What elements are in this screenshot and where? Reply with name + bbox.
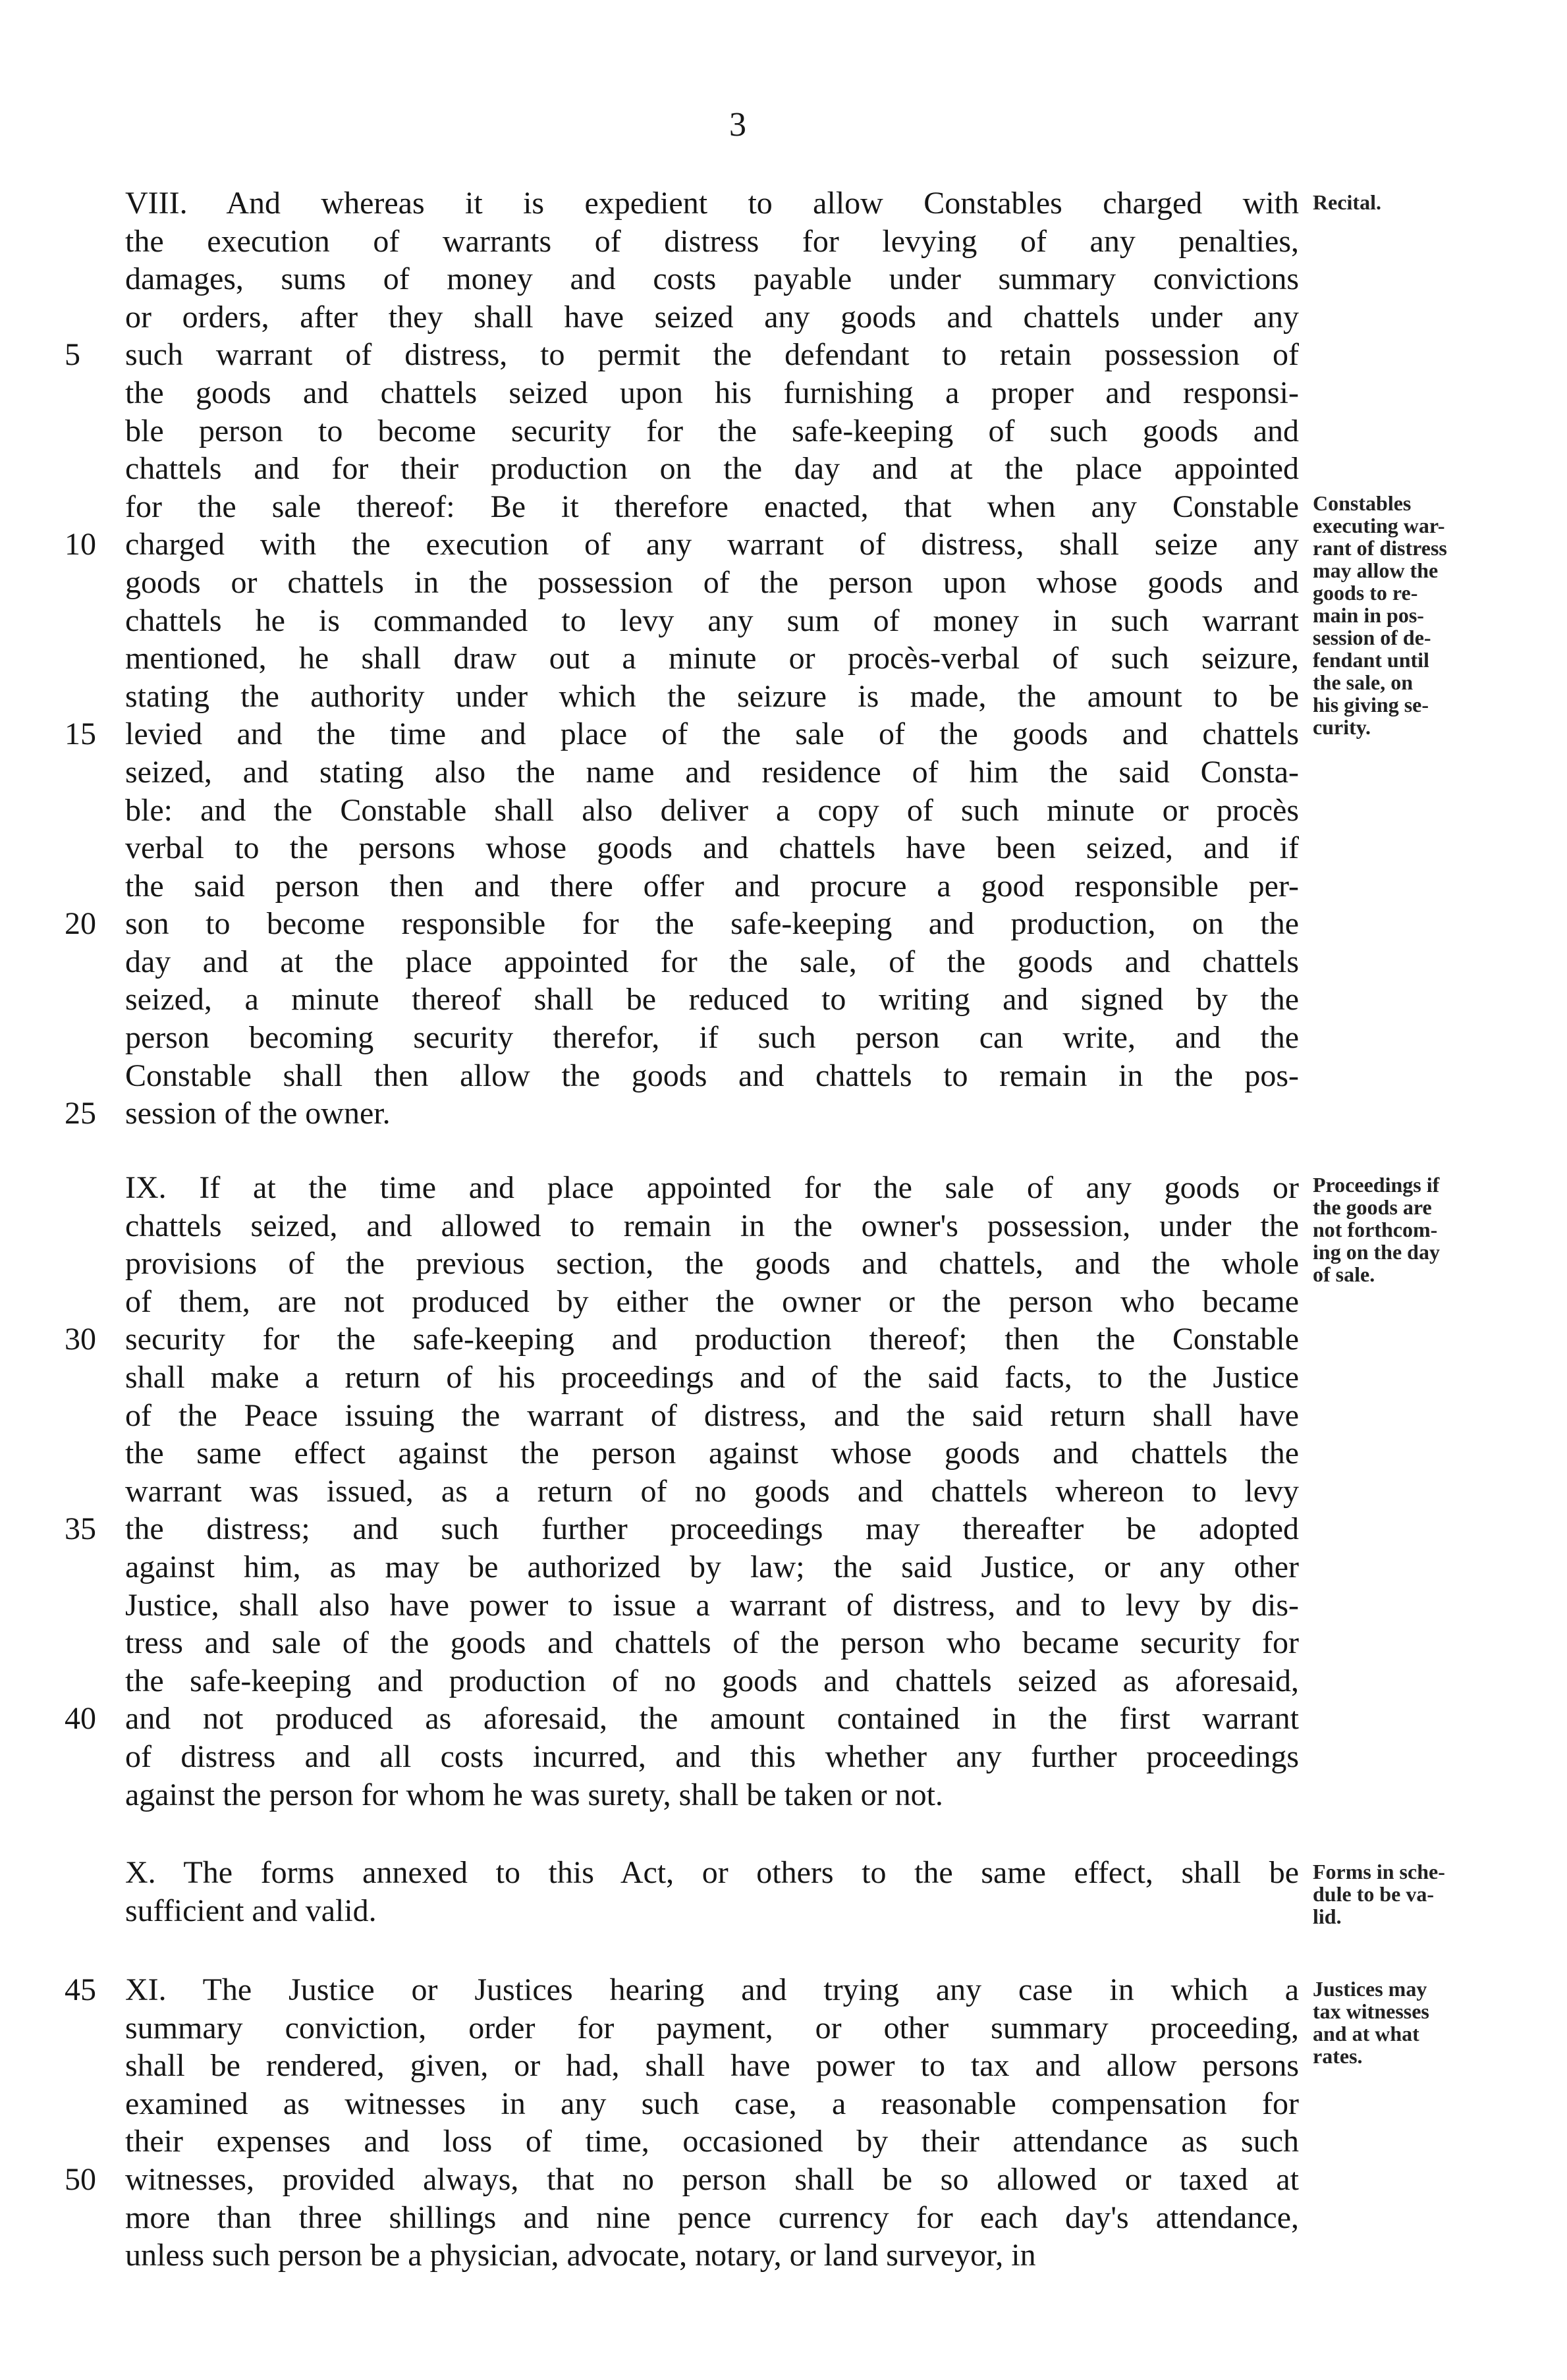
line-text: witnesses, provided always, that no person shall be so allowed or taxed at xyxy=(125,2161,1299,2197)
line-text: security for the safe-keeping and production thereof; then the Constable xyxy=(125,1322,1299,1357)
margin-note-line: Recital. xyxy=(1313,190,1381,214)
line-text: IX. If at the time and place appointed for the sale of any goods or xyxy=(125,1170,1299,1205)
text-line xyxy=(125,639,1299,678)
margin-note-line: may allow the xyxy=(1313,558,1439,582)
text-line xyxy=(125,488,1299,526)
line-text: tress and sale of the goods and chattels of the person who became security for xyxy=(125,1625,1299,1661)
line-text: shall make a return of his proceedings and of the said facts, to the Justice xyxy=(125,1359,1299,1395)
line-text: verbal to the persons whose goods and chattels have been seized, and if xyxy=(125,830,1299,866)
line-text: the said person then and there offer and procure a good responsible per- xyxy=(125,868,1299,904)
text-line xyxy=(125,2199,1299,2237)
text-line xyxy=(125,1738,1299,1776)
text-line xyxy=(65,905,1299,943)
text-line xyxy=(65,526,1299,564)
line-text: VIII. And whereas it is expedient to allow Constables charged with xyxy=(125,186,1299,221)
text-line xyxy=(125,1397,1299,1435)
margin-note-line: of sale. xyxy=(1313,1262,1375,1286)
margin-note-line: not forthcom- xyxy=(1313,1218,1438,1241)
text-line xyxy=(125,792,1299,830)
line-text: charged with the execution of any warrant of distress, shall seize any xyxy=(125,527,1299,562)
line-number: 35 xyxy=(65,1511,96,1547)
text-line xyxy=(125,1854,1299,1892)
margin-note-line: Forms in sche- xyxy=(1313,1860,1445,1883)
page-number: 3 xyxy=(729,106,746,144)
text-line xyxy=(125,2009,1299,2047)
line-text: the execution of warrants of distress for levying of any penalties, xyxy=(125,223,1299,259)
text-line xyxy=(125,1019,1299,1057)
text-line xyxy=(125,1057,1299,1095)
text-line xyxy=(125,1624,1299,1662)
line-text: sufficient and valid. xyxy=(125,1893,377,1928)
line-number: 50 xyxy=(65,2161,96,2197)
text-line xyxy=(125,1473,1299,1511)
line-number: 45 xyxy=(65,1972,96,2007)
margin-note-line: his giving se- xyxy=(1313,693,1429,717)
line-text: provisions of the previous section, the goods and chattels, and the whole xyxy=(125,1246,1299,1282)
line-text: session of the owner. xyxy=(125,1096,391,1131)
line-text: or orders, after they shall have seized any goods and chattels under any xyxy=(125,299,1299,335)
margin-note-line: ing on the day xyxy=(1313,1240,1440,1264)
line-text: the goods and chattels seized upon his furnishing a proper and responsi- xyxy=(125,375,1299,410)
line-number: 20 xyxy=(65,906,96,942)
line-text: of them, are not produced by either the owner or the person who became xyxy=(125,1284,1299,1319)
line-text: unless such person be a physician, advocate, notary, or land surveyor, in xyxy=(125,2238,1036,2273)
line-text: Justice, shall also have power to issue a warrant of distress, and to levy by dis- xyxy=(125,1587,1299,1623)
text-line xyxy=(65,336,1299,374)
text-line xyxy=(125,223,1299,261)
line-text: chattels seized, and allowed to remain in the owner's possession, under the xyxy=(125,1208,1299,1243)
text-line xyxy=(125,1169,1299,1207)
text-line xyxy=(125,1434,1299,1473)
margin-note-line: rates. xyxy=(1313,2044,1363,2068)
line-text: X. The forms annexed to this Act, or others to the same effect, shall be xyxy=(125,1855,1299,1890)
margin-note-line: lid. xyxy=(1313,1905,1342,1928)
text-line xyxy=(125,2085,1299,2123)
line-text: summary conviction, order for payment, or other summary proceeding, xyxy=(125,2010,1299,2045)
line-text: against the person for whom he was surety, shall be taken or not. xyxy=(125,1777,943,1812)
line-text: day and at the place appointed for the sale, of the goods and chattels xyxy=(125,944,1299,979)
text-line xyxy=(125,867,1299,906)
margin-note-forms xyxy=(1313,1860,1510,1928)
text-line xyxy=(65,1095,1299,1133)
line-text: levied and the time and place of the sale of the goods and chattels xyxy=(125,717,1299,752)
text-line xyxy=(125,1776,1299,1814)
text-line xyxy=(125,1245,1299,1283)
text-line xyxy=(65,1971,1299,2009)
line-text: of distress and all costs incurred, and this whether any further proceedings xyxy=(125,1739,1299,1774)
text-line xyxy=(125,1207,1299,1245)
section-viii xyxy=(65,184,1299,1133)
line-text: mentioned, he shall draw out a minute or procès-verbal of such seizure, xyxy=(125,641,1299,676)
margin-note-line: Constables xyxy=(1313,491,1412,515)
text-line xyxy=(125,2047,1299,2085)
line-text: warrant was issued, as a return of no goods and chattels whereon to levy xyxy=(125,1473,1299,1509)
line-text: and not produced as aforesaid, the amount contained in the first warrant xyxy=(125,1701,1299,1737)
section-xi xyxy=(65,1971,1299,2275)
text-line xyxy=(125,678,1299,716)
margin-note-line: fendant until xyxy=(1313,648,1429,672)
line-text: ble person to become security for the safe-keeping of such goods and xyxy=(125,413,1299,448)
text-line xyxy=(125,1662,1299,1700)
margin-note-proceedings xyxy=(1313,1174,1510,1285)
line-text: stating the authority under which the seizure is made, the amount to be xyxy=(125,678,1299,714)
text-line xyxy=(125,753,1299,792)
text-line xyxy=(125,1586,1299,1625)
text-line xyxy=(125,1892,1299,1930)
margin-note-line: Proceedings if xyxy=(1313,1173,1440,1197)
line-text: seized, and stating also the name and residence of him the said Consta- xyxy=(125,754,1299,790)
line-text: ble: and the Constable shall also deliver a copy of such minute or procès xyxy=(125,792,1299,828)
line-text: shall be rendered, given, or had, shall have power to tax and allow persons xyxy=(125,2048,1299,2084)
line-text: for the sale thereof: Be it therefore enacted, that when any Constable xyxy=(125,489,1299,524)
line-text: XI. The Justice or Justices hearing and trying any case in which a xyxy=(125,1972,1299,2007)
line-text: such warrant of distress, to permit the defendant to retain possession of xyxy=(125,337,1299,373)
text-line xyxy=(125,564,1299,602)
line-number: 5 xyxy=(65,337,80,373)
line-number: 40 xyxy=(65,1701,96,1737)
margin-note-line: curity. xyxy=(1313,715,1371,739)
line-text: chattels he is commanded to levy any sum of money in such warrant xyxy=(125,603,1299,638)
margin-note-justices xyxy=(1313,1978,1510,2067)
text-line xyxy=(65,2161,1299,2199)
line-number: 10 xyxy=(65,527,96,562)
margin-note-line: the sale, on xyxy=(1313,670,1413,694)
margin-note-line: session of de- xyxy=(1313,626,1431,649)
line-text: their expenses and loss of time, occasioned by their attendance as such xyxy=(125,2124,1299,2159)
text-line xyxy=(125,2236,1299,2275)
section-x xyxy=(125,1854,1299,1930)
line-text: person becoming security therefor, if such person can write, and the xyxy=(125,1020,1299,1056)
margin-note-line: rant of distress xyxy=(1313,536,1447,560)
text-line xyxy=(125,1359,1299,1397)
text-line xyxy=(125,374,1299,412)
margin-note-line: goods to re- xyxy=(1313,581,1418,605)
line-text: goods or chattels in the possession of the person upon whose goods and xyxy=(125,564,1299,600)
text-line xyxy=(125,450,1299,488)
line-text: examined as witnesses in any such case, a reasonable compensation for xyxy=(125,2086,1299,2121)
line-text: Constable shall then allow the goods and chattels to remain in the pos- xyxy=(125,1058,1299,1093)
margin-note-line: the goods are xyxy=(1313,1195,1432,1219)
text-line xyxy=(65,715,1299,753)
line-text: against him, as may be authorized by law; the said Justice, or any other xyxy=(125,1549,1299,1584)
text-line xyxy=(125,298,1299,337)
text-line xyxy=(125,981,1299,1019)
text-line xyxy=(125,184,1299,223)
text-line xyxy=(65,1700,1299,1738)
margin-note-recital xyxy=(1313,191,1510,213)
line-text: damages, sums of money and costs payable under summary convictions xyxy=(125,261,1299,297)
line-text: chattels and for their production on the day and at the place appointed xyxy=(125,451,1299,487)
text-line xyxy=(65,1510,1299,1548)
margin-note-line: executing war- xyxy=(1313,514,1445,537)
line-number: 30 xyxy=(65,1322,96,1357)
line-text: seized, a minute thereof shall be reduced to writing and signed by the xyxy=(125,982,1299,1017)
section-ix xyxy=(65,1169,1299,1814)
text-line xyxy=(125,943,1299,981)
text-line xyxy=(125,1283,1299,1321)
margin-note-line: and at what xyxy=(1313,2022,1419,2045)
line-text: the distress; and such further proceedings may thereafter be adopted xyxy=(125,1511,1299,1547)
text-line xyxy=(125,412,1299,450)
text-line xyxy=(125,260,1299,298)
margin-note-line: Justices may xyxy=(1313,1977,1427,2001)
line-text: of the Peace issuing the warrant of distress, and the said return shall have xyxy=(125,1397,1299,1433)
line-text: more than three shillings and nine pence currency for each day's attendance, xyxy=(125,2200,1299,2235)
margin-note-constables xyxy=(1313,492,1510,738)
text-line xyxy=(125,602,1299,640)
line-number: 25 xyxy=(65,1096,96,1131)
text-line xyxy=(125,2123,1299,2161)
line-text: the same effect against the person against whose goods and chattels the xyxy=(125,1436,1299,1471)
text-line xyxy=(125,829,1299,867)
text-line xyxy=(125,1548,1299,1586)
line-text: the safe-keeping and production of no goods and chattels seized as aforesaid, xyxy=(125,1663,1299,1698)
margin-note-line: dule to be va- xyxy=(1313,1882,1434,1906)
margin-note-line: main in pos- xyxy=(1313,603,1424,627)
line-text: son to become responsible for the safe-keeping and production, on the xyxy=(125,906,1299,942)
line-number: 15 xyxy=(65,717,96,752)
text-line xyxy=(65,1320,1299,1359)
margin-note-line: tax witnesses xyxy=(1313,1999,1429,2023)
